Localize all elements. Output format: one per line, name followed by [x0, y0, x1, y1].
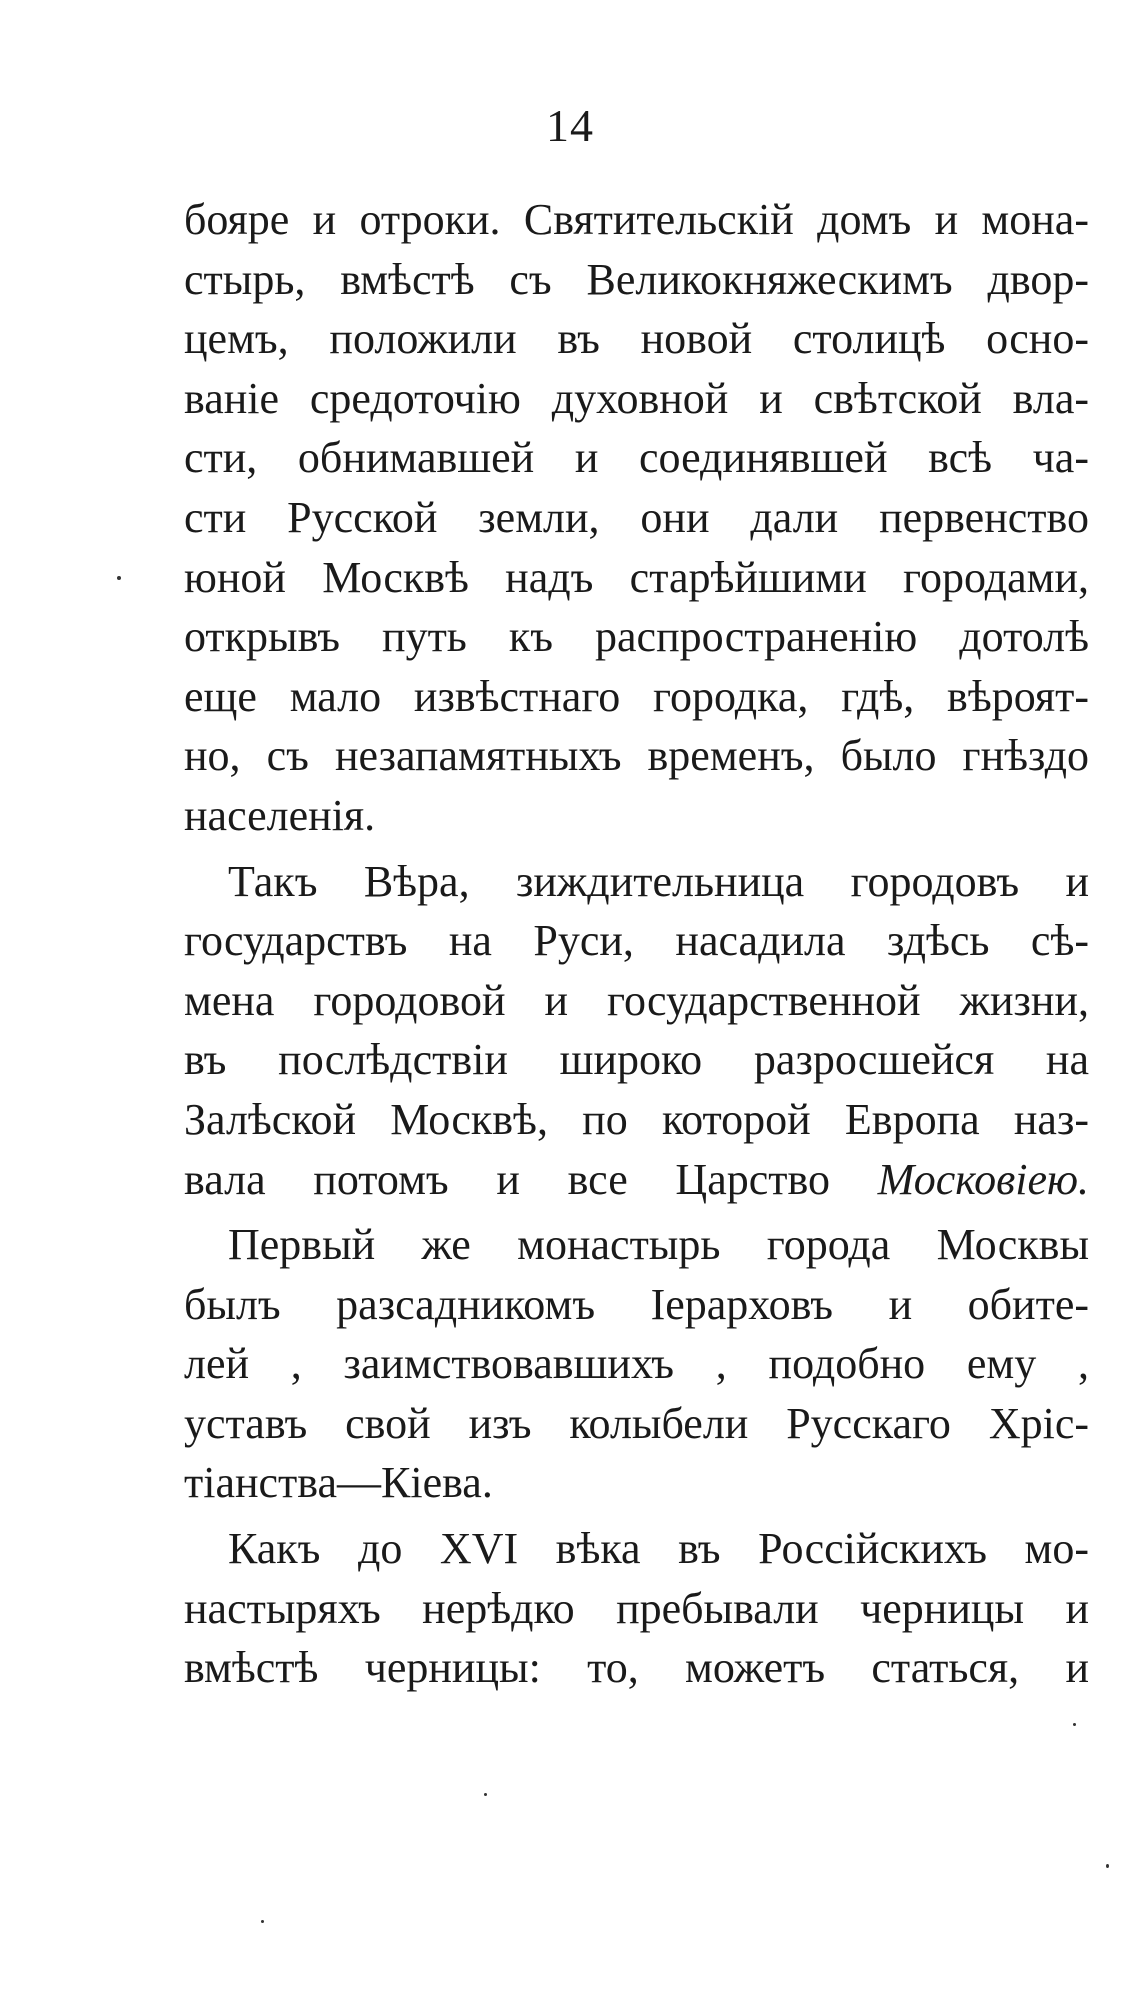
- scan-speck: [1073, 1723, 1076, 1726]
- text-line: сти, обнимавшей и соединявшей всѣ ча-: [184, 433, 1089, 483]
- text-line-with-italic: [184, 1150, 1089, 1210]
- text-line: юной Москвѣ надъ старѣйшими городами,: [184, 552, 1089, 602]
- text-line: Первый же монастырь города Москвы: [228, 1220, 1089, 1270]
- text-line: Залѣской Москвѣ, по которой Европа наз-: [184, 1094, 1089, 1144]
- text-line: ваніе средоточію духовной и свѣтской вла-: [184, 373, 1089, 423]
- body-text: [184, 190, 1089, 1698]
- text-segment: вала потомъ и все Царство: [184, 1154, 830, 1204]
- text-line: тіанства—Кіева.: [184, 1458, 493, 1508]
- text-line: еще мало извѣстнаго городка, гдѣ, вѣроят-: [184, 671, 1089, 721]
- text-line: цемъ, положили въ новой столицѣ осно-: [184, 314, 1089, 364]
- text-line: бояре и отроки. Святительскій домъ и мона-: [184, 195, 1089, 244]
- scan-speck: [1106, 1864, 1109, 1868]
- italic-word: Московіею.: [877, 1154, 1089, 1204]
- text-line: Какъ до XVI вѣка въ Россійскихъ мо-: [228, 1524, 1089, 1574]
- text-line: вмѣстѣ черницы: то, можетъ статься, и: [184, 1643, 1089, 1693]
- text-line: стырь, вмѣстѣ съ Великокняжескимъ двор-: [184, 254, 1089, 304]
- text-line: сти Русской земли, они дали первенство: [184, 492, 1089, 542]
- text-line: Такъ Вѣра, зиждительница городовъ и: [228, 856, 1089, 906]
- text-line: но, съ незапамятныхъ временъ, было гнѣздо: [184, 731, 1089, 781]
- text-line: настыряхъ нерѣдко пребывали черницы и: [184, 1583, 1089, 1633]
- text-line: уставъ свой изъ колыбели Русскаго Хріс-: [184, 1398, 1089, 1448]
- text-line: государствъ на Руси, насадила здѣсь сѣ-: [184, 916, 1089, 966]
- scan-speck: [261, 1920, 264, 1923]
- text-line: былъ разсадникомъ Іерарховъ и обите-: [184, 1279, 1089, 1329]
- text-line: въ послѣдствіи широко разросшейся на: [184, 1035, 1089, 1085]
- text-line: мена городовой и государственной жизни,: [184, 975, 1089, 1025]
- scan-speck: [117, 576, 121, 580]
- scan-speck: [484, 1793, 487, 1796]
- page-number: 14: [546, 100, 594, 151]
- text-line: открывъ путь къ распространенію дотолѣ: [184, 612, 1089, 662]
- text-line: населенія.: [184, 790, 376, 840]
- text-line: лей , заимствовавшихъ , подобно ему ,: [184, 1339, 1089, 1389]
